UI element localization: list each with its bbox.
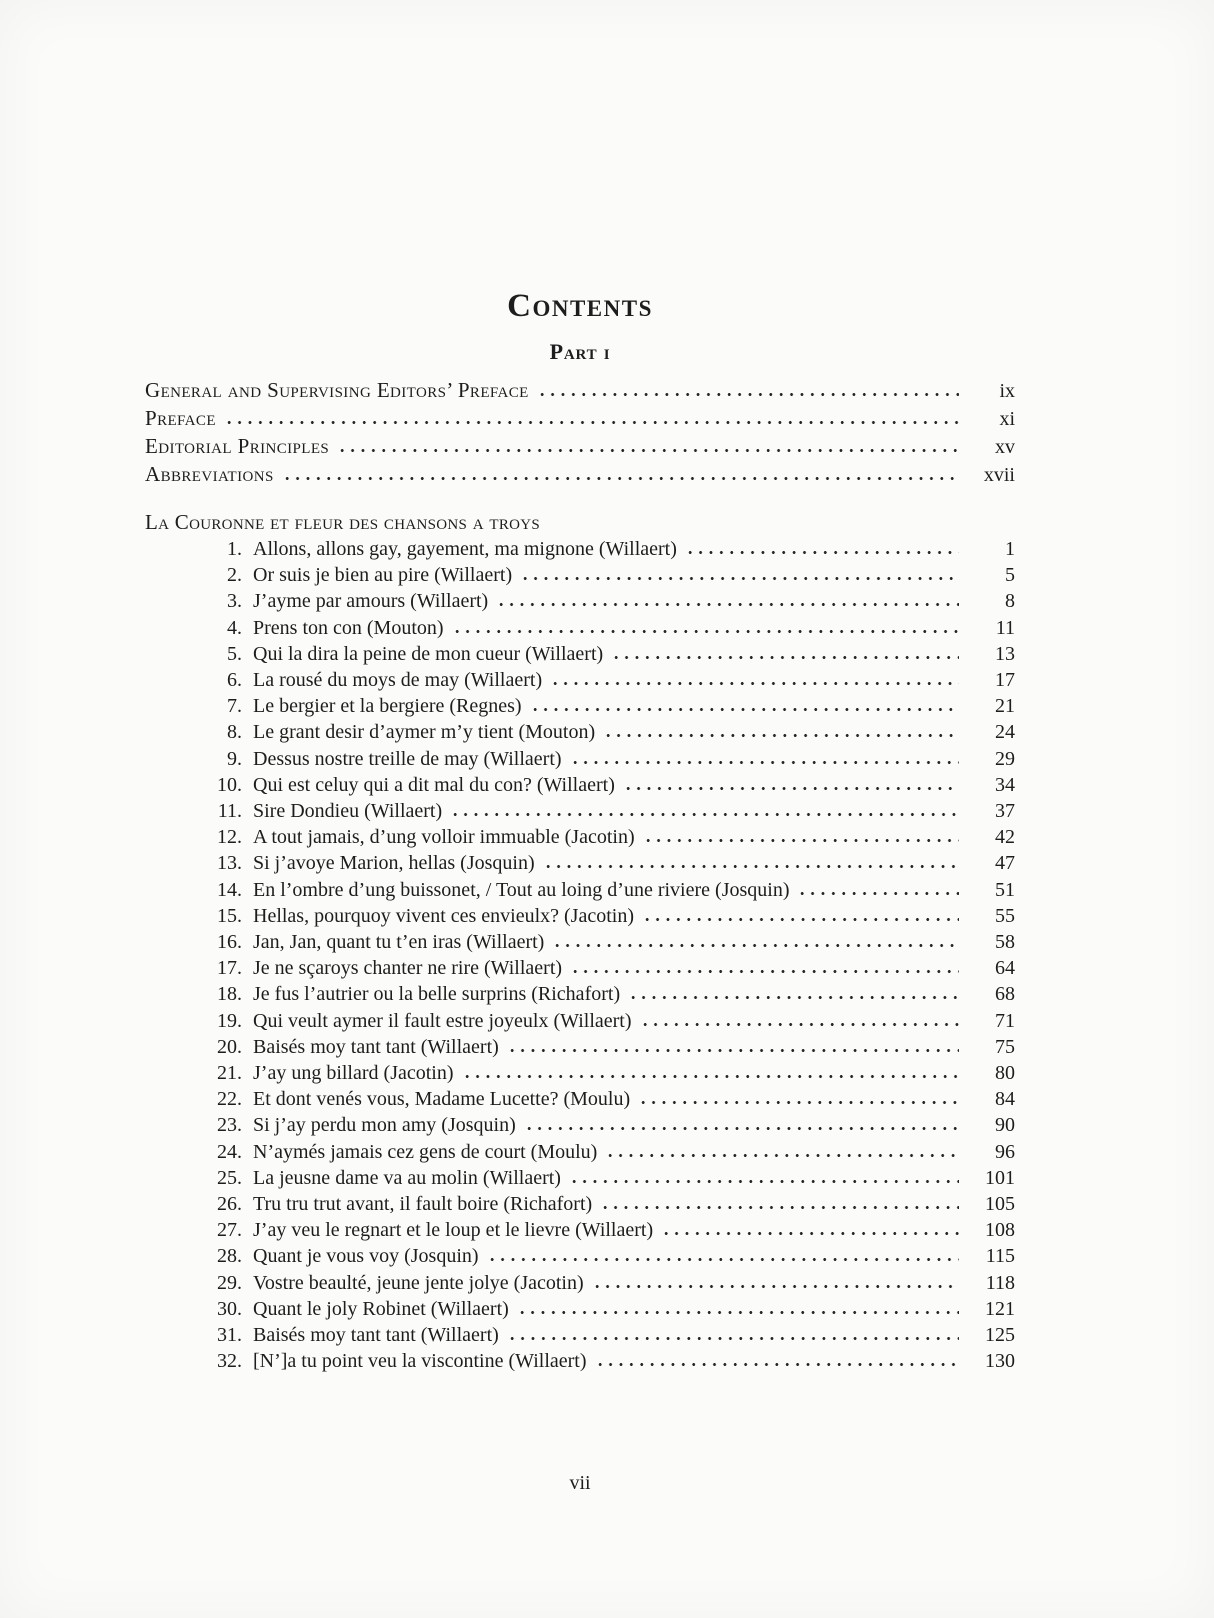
dot-leader (282, 476, 959, 481)
front-matter-page-number: xvii (983, 464, 1015, 486)
entry-title: Baisés moy tant tant (Willaert) (253, 1035, 499, 1058)
dot-leader (623, 786, 959, 791)
entry-page-number: 118 (985, 1271, 1015, 1294)
entry-page-number: 24 (995, 721, 1015, 744)
dot-leader (530, 707, 959, 712)
dot-leader (487, 1257, 959, 1262)
front-matter-list (145, 377, 1015, 489)
entry-number: 23. (217, 1114, 242, 1137)
entry-title: La jeusne dame va au molin (Willaert) (253, 1166, 561, 1189)
toc-entry-row (145, 693, 1015, 719)
toc-entry-row (145, 772, 1015, 798)
entry-title: Si j’ay perdu mon amy (Josquin) (253, 1114, 516, 1137)
dot-leader (640, 1022, 959, 1027)
entry-page-number: 108 (985, 1219, 1015, 1242)
front-matter-row (145, 405, 1015, 433)
page-content (145, 0, 1015, 1375)
entry-number: 9. (227, 747, 242, 770)
dot-leader (224, 420, 959, 425)
toc-entry-row (145, 981, 1015, 1007)
dot-leader (685, 550, 959, 555)
toc-entry-row (145, 824, 1015, 850)
entry-page-number: 29 (995, 747, 1015, 770)
entry-page-number: 42 (995, 826, 1015, 849)
toc-entry-row (145, 1191, 1015, 1217)
front-matter-row (145, 433, 1015, 461)
toc-entry-row (145, 719, 1015, 745)
entry-page-number: 84 (995, 1088, 1015, 1111)
entry-number: 26. (217, 1193, 242, 1216)
entry-number: 10. (217, 773, 242, 796)
entry-number: 6. (227, 669, 242, 692)
entry-title: Hellas, pourquoy vivent ces envieulx? (Jacotin) (253, 904, 634, 927)
front-matter-label: General and Supervising Editors’ Preface (145, 378, 529, 402)
entry-page-number: 51 (995, 878, 1015, 901)
entry-number: 32. (217, 1350, 242, 1373)
entry-title: Je ne sçaroys chanter ne rire (Willaert) (253, 957, 563, 980)
front-matter-row (145, 377, 1015, 405)
entry-number: 8. (227, 721, 242, 744)
toc-entry-row (145, 1322, 1015, 1348)
entry-number: 1. (227, 538, 242, 560)
toc-entry-row (145, 903, 1015, 929)
toc-entry-row (145, 877, 1015, 903)
entry-page-number: 1 (1005, 538, 1015, 560)
toc-entry-row (145, 588, 1015, 614)
entry-number: 14. (217, 878, 242, 901)
dot-leader (595, 1362, 959, 1367)
front-matter-label: Preface (145, 406, 216, 430)
entry-number: 12. (217, 826, 242, 849)
dot-leader (797, 891, 959, 896)
toc-entry-row (145, 1217, 1015, 1243)
entry-page-number: 75 (995, 1035, 1015, 1058)
toc-entry-row (145, 1034, 1015, 1060)
toc-entry-row (145, 746, 1015, 772)
page-title: Contents (507, 288, 653, 324)
entry-title: Je fus l’autrier ou la belle surprins (Richafort) (253, 983, 621, 1006)
dot-leader (661, 1231, 959, 1236)
entry-page-number: 80 (995, 1062, 1015, 1085)
section-heading: La Couronne et fleur des chansons a troys (145, 510, 541, 534)
entry-number: 7. (227, 695, 242, 718)
entry-title: En l’ombre d’ung buissonet, / Tout au loing d’une riviere (Josquin) (253, 878, 790, 901)
dot-leader (642, 917, 959, 922)
front-matter-page-number: xi (999, 408, 1015, 430)
entry-title: Le grant desir d’aymer m’y tient (Mouton) (253, 721, 596, 744)
entry-page-number: 105 (985, 1193, 1015, 1216)
toc-entry-row (145, 955, 1015, 981)
entry-number: 20. (217, 1035, 242, 1058)
entry-title: Baisés moy tant tant (Willaert) (253, 1324, 499, 1347)
entry-number: 27. (217, 1219, 242, 1242)
entry-page-number: 5 (1005, 564, 1015, 587)
entry-page-number: 21 (995, 695, 1015, 718)
entry-title: Quant le joly Robinet (Willaert) (253, 1297, 509, 1320)
dot-leader (628, 995, 959, 1000)
entry-page-number: 13 (995, 642, 1015, 665)
front-matter-page-number: ix (999, 380, 1015, 402)
dot-leader (520, 576, 959, 581)
entry-number: 30. (217, 1297, 242, 1320)
dot-leader (496, 602, 959, 607)
entry-title: La rousé du moys de may (Willaert) (253, 669, 543, 692)
entry-title: Prens ton con (Mouton) (253, 616, 444, 639)
entry-page-number: 47 (995, 852, 1015, 875)
entry-page-number: 101 (985, 1166, 1015, 1189)
dot-leader (592, 1284, 959, 1289)
entry-page-number: 58 (995, 931, 1015, 954)
entry-title: Si j’avoye Marion, hellas (Josquin) (253, 852, 535, 875)
dot-leader (517, 1310, 959, 1315)
entry-page-number: 37 (995, 800, 1015, 823)
entry-title: Qui est celuy qui a dit mal du con? (Willaert) (253, 773, 615, 796)
entry-title: Qui la dira la peine de mon cueur (Willaert) (253, 642, 604, 665)
toc-entry-row (145, 1112, 1015, 1138)
entry-title: Dessus nostre treille de may (Willaert) (253, 747, 562, 770)
entry-page-number: 55 (995, 904, 1015, 927)
dot-leader (570, 969, 959, 974)
dot-leader (605, 1153, 959, 1158)
entry-page-number: 68 (995, 983, 1015, 1006)
toc-entry-row (145, 1243, 1015, 1269)
entry-title: Allons, allons gay, gayement, ma mignone (Willaert) (253, 538, 677, 560)
entry-title: J’ay veu le regnart et le loup et le lievre (Willaert) (253, 1219, 654, 1242)
toc-entry-row (145, 1139, 1015, 1165)
entry-page-number: 96 (995, 1140, 1015, 1163)
dot-leader (462, 1074, 960, 1079)
dot-leader (643, 838, 959, 843)
toc-entry-list (145, 536, 1015, 1375)
toc-entry-row (145, 615, 1015, 641)
dot-leader (452, 629, 959, 634)
front-matter-label: Editorial Principles (145, 434, 330, 458)
toc-entry-row (145, 562, 1015, 588)
dot-leader (507, 1048, 959, 1053)
entry-number: 2. (227, 564, 242, 587)
dot-leader (603, 733, 959, 738)
entry-page-number: 64 (995, 957, 1015, 980)
entry-number: 15. (217, 904, 242, 927)
toc-entry-row (145, 798, 1015, 824)
entry-number: 28. (217, 1245, 242, 1268)
entry-page-number: 121 (985, 1297, 1015, 1320)
toc-entry-row (145, 667, 1015, 693)
dot-leader (507, 1336, 959, 1341)
dot-leader (543, 864, 959, 869)
dot-leader (337, 448, 959, 453)
entry-number: 17. (217, 957, 242, 980)
footer-page-number: vii (569, 1472, 591, 1494)
entry-title: Qui veult aymer il fault estre joyeulx (Willaert) (253, 1009, 632, 1032)
entry-title: Et dont venés vous, Madame Lucette? (Moulu) (253, 1088, 631, 1111)
entry-page-number: 130 (985, 1350, 1015, 1373)
entry-number: 11. (217, 800, 242, 823)
entry-page-number: 8 (1005, 590, 1015, 613)
entry-title: N’aymés jamais cez gens de court (Moulu) (253, 1140, 598, 1163)
entry-page-number: 125 (985, 1324, 1015, 1347)
dot-leader (569, 1179, 959, 1184)
entry-page-number: 71 (995, 1009, 1015, 1032)
entry-title: Tru tru trut avant, il fault boire (Richafort) (253, 1193, 593, 1216)
entry-number: 13. (217, 852, 242, 875)
dot-leader (611, 655, 959, 660)
entry-title: [N’]a tu point veu la viscontine (Willaert) (253, 1350, 587, 1373)
entry-page-number: 90 (995, 1114, 1015, 1137)
dot-leader (550, 681, 959, 686)
toc-entry-row (145, 1165, 1015, 1191)
entry-title: A tout jamais, d’ung volloir immuable (Jacotin) (253, 826, 635, 849)
entry-number: 25. (217, 1166, 242, 1189)
toc-entry-row (145, 1086, 1015, 1112)
front-matter-label: Abbreviations (145, 462, 274, 486)
dot-leader (450, 812, 959, 817)
toc-entry-row (145, 1008, 1015, 1034)
toc-entry-row (145, 1270, 1015, 1296)
entry-title: J’ayme par amours (Willaert) (253, 590, 489, 613)
toc-entry-row (145, 1348, 1015, 1374)
part-heading: Part i (549, 339, 611, 364)
entry-number: 29. (217, 1271, 242, 1294)
entry-title: J’ay ung billard (Jacotin) (253, 1062, 454, 1085)
toc-entry-row (145, 641, 1015, 667)
toc-entry-row (145, 929, 1015, 955)
dot-leader (524, 1126, 959, 1131)
entry-page-number: 34 (995, 773, 1015, 796)
entry-title: Vostre beaulté, jeune jente jolye (Jacotin) (253, 1271, 584, 1294)
dot-leader (552, 943, 959, 948)
entry-title: Quant je vous voy (Josquin) (253, 1245, 479, 1268)
toc-entry-row (145, 1296, 1015, 1322)
entry-title: Le bergier et la bergiere (Regnes) (253, 695, 522, 718)
toc-entry-row (145, 850, 1015, 876)
entry-title: Or suis je bien au pire (Willaert) (253, 564, 513, 587)
toc-entry-row (145, 1060, 1015, 1086)
entry-number: 16. (217, 931, 242, 954)
entry-page-number: 115 (985, 1245, 1015, 1268)
entry-number: 21. (217, 1062, 242, 1085)
entry-page-number: 11 (995, 616, 1015, 639)
front-matter-row (145, 461, 1015, 489)
entry-number: 5. (227, 642, 242, 665)
entry-number: 18. (217, 983, 242, 1006)
entry-number: 4. (227, 616, 242, 639)
entry-title: Sire Dondieu (Willaert) (253, 800, 443, 823)
entry-number: 31. (217, 1324, 242, 1347)
dot-leader (600, 1205, 959, 1210)
dot-leader (570, 760, 959, 765)
entry-number: 22. (217, 1088, 242, 1111)
dot-leader (638, 1100, 959, 1105)
toc-entry-row (145, 536, 1015, 562)
front-matter-page-number: xv (995, 436, 1015, 458)
dot-leader (537, 392, 959, 397)
entry-page-number: 17 (995, 669, 1015, 692)
entry-title: Jan, Jan, quant tu t’en iras (Willaert) (253, 931, 545, 954)
entry-number: 19. (217, 1009, 242, 1032)
entry-number: 3. (227, 590, 242, 613)
entry-number: 24. (217, 1140, 242, 1163)
